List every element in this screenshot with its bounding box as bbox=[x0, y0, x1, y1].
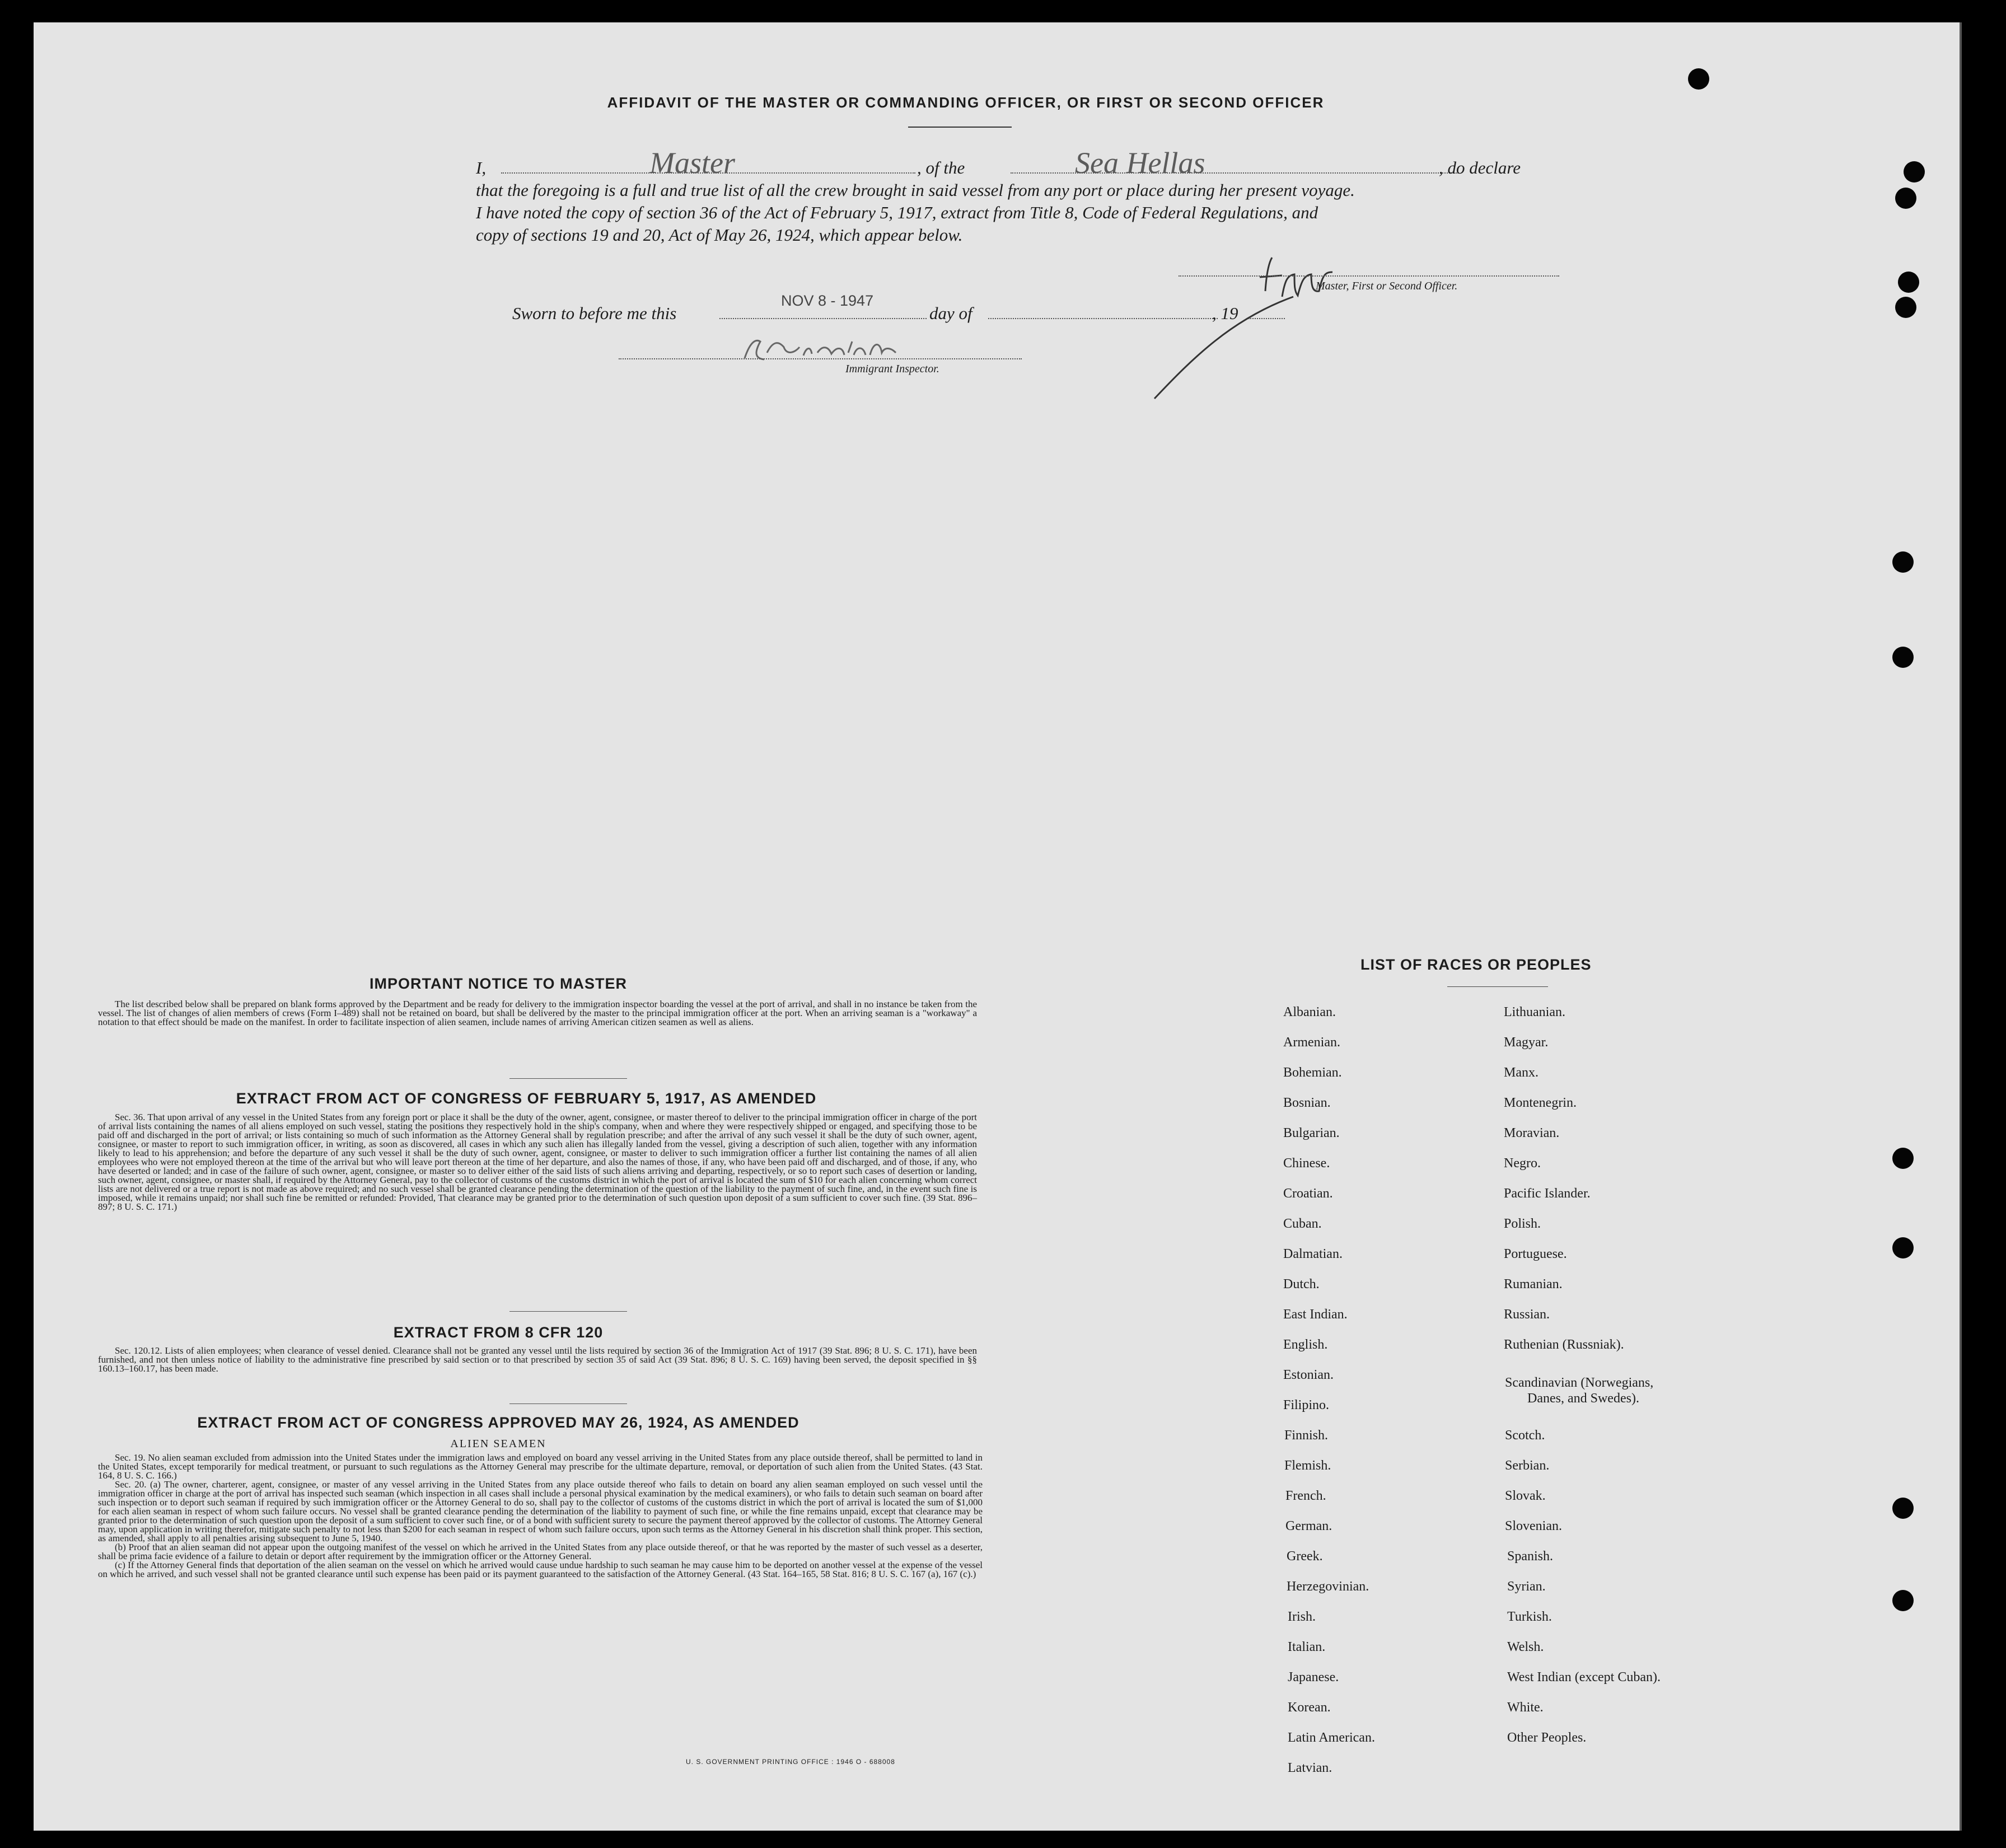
master-handwritten: Master bbox=[649, 146, 735, 180]
signature-line bbox=[1179, 275, 1559, 277]
extract-1924-sec20a: Sec. 20. (a) The owner, charterer, agent, consignee, or master of any vessel arriving in the United States from any place outside thereof who fails to detain on board any alien seaman employed on such vessel until the immigration officer in charge at the port of arrival has inspected such seaman (which inspection in all cases shall include a personal physical examination by the medical examiners), or who fails to detain such seaman on board after such inspection or to deport such seaman if required by such immigration officer or the Attorney General to do so, shall pay to the collector of customs of the customs district in which the port of arrival is located the sum of $1,000 for each alien seaman in respect of whom such failure occurs. No vessel shall be granted clearance pending the determination of the liability to payment of such fine, or while the fine remains unpaid, except that clearance may be granted prior to the determination of such question upon the deposit of a sum sufficient to cover such fine, or of a bond with sufficient surety to secure the payment thereof approved by the collector of customs. The Attorney General may, upon application in writing therefor, mitigate such penalty to not less than $200 for each seaman in respect of whom such failure occurs, upon such terms as the Attorney General in his discretion shall think proper. This section, as amended, shall apply to all penalties arising subsequent to June 5, 1940. bbox=[98, 1479, 983, 1543]
race-item: Polish. bbox=[1504, 1217, 1541, 1231]
race-item: Italian. bbox=[1288, 1640, 1326, 1654]
declaration-line3: I have noted the copy of section 36 of the Act of February 5, 1917, extract from Title 8, Code of Federal Regulations, and bbox=[476, 203, 1318, 222]
notice-body bbox=[98, 1000, 977, 1027]
race-item: Scandinavian (Norwegians, bbox=[1505, 1376, 1654, 1390]
race-item: Estonian. bbox=[1283, 1368, 1334, 1382]
punch-hole bbox=[1895, 188, 1916, 209]
race-item: Irish. bbox=[1288, 1610, 1316, 1624]
declaration-line4: copy of sections 19 and 20, Act of May 26, 1924, which appear below. bbox=[476, 225, 963, 245]
punch-hole bbox=[1892, 647, 1914, 668]
vessel-handwritten: Sea Hellas bbox=[1075, 146, 1205, 180]
of-the-label: , of the bbox=[917, 158, 965, 177]
divider bbox=[509, 1078, 627, 1079]
sworn-label: Sworn to before me this bbox=[512, 303, 677, 323]
race-item: Welsh. bbox=[1507, 1640, 1544, 1654]
race-item: Other Peoples. bbox=[1507, 1730, 1587, 1745]
race-item: Magyar. bbox=[1504, 1035, 1549, 1050]
divider bbox=[509, 1311, 627, 1312]
race-item: Moravian. bbox=[1504, 1126, 1560, 1140]
title-rule bbox=[908, 127, 1012, 128]
race-item: East Indian. bbox=[1283, 1307, 1348, 1322]
race-item: Latvian. bbox=[1288, 1761, 1332, 1775]
race-item: Syrian. bbox=[1507, 1579, 1546, 1594]
extract-cfr-title: EXTRACT FROM 8 CFR 120 bbox=[393, 1324, 604, 1341]
day-of-label: day of bbox=[929, 303, 972, 323]
race-item: Korean. bbox=[1288, 1700, 1331, 1715]
divider bbox=[509, 1403, 627, 1404]
race-item: West Indian (except Cuban). bbox=[1507, 1670, 1661, 1685]
race-item: Dutch. bbox=[1283, 1277, 1320, 1292]
inspector-label: Immigrant Inspector. bbox=[845, 363, 939, 375]
extract-cfr-text: Sec. 120.12. Lists of alien employees; when clearance of vessel denied. Clearance shall not be granted any vessel until the lists required by section 36 of the Immigration Act of 1917 (39 Stat. 896; 8 U. S. C. 171), have been furnished, and not then unless notice of liability to the administrative fine prescribed by said section or to that prescribed by section 35 of said Act (39 Stat. 896; 8 U. S. C. 169) having been served, the deposit specified in §§ 160.13–160.17, has been made. bbox=[98, 1345, 977, 1374]
race-item: Armenian. bbox=[1283, 1035, 1340, 1050]
month-line bbox=[988, 318, 1218, 319]
punch-hole bbox=[1892, 1498, 1914, 1519]
date-stamp: NOV 8 - 1947 bbox=[781, 292, 874, 309]
affidavit-title: AFFIDAVIT OF THE MASTER OR COMMANDING OFFICER, OR FIRST OR SECOND OFFICER bbox=[607, 94, 1325, 111]
race-item: Rumanian. bbox=[1504, 1277, 1563, 1292]
race-item: Ruthenian (Russniak). bbox=[1504, 1337, 1624, 1352]
races-title: LIST OF RACES OR PEOPLES bbox=[1360, 956, 1592, 973]
notice-text: The list described below shall be prepared on blank forms approved by the Department and be ready for delivery to the immigration inspector boarding the vessel at the port of arrival, and shall in no instance be taken from the vessel. The list of changes of alien members of crews (Form I–489) shall not be retained on board, but shall be delivered by the master to the principal immigration officer at the port. When an arriving seaman is a "workaway" a notation to that effect should be made on the manifest. In order to facilitate inspection of alien seamen, include names of arriving American citizen seamen as well as aliens. bbox=[98, 999, 977, 1027]
punch-hole bbox=[1898, 272, 1919, 293]
race-item: Slovenian. bbox=[1505, 1519, 1562, 1533]
race-item: Dalmatian. bbox=[1283, 1247, 1343, 1261]
race-item: Latin American. bbox=[1288, 1730, 1375, 1745]
race-item: Bohemian. bbox=[1283, 1065, 1342, 1080]
race-item: English. bbox=[1283, 1337, 1328, 1352]
extract-1924-sec20b: (b) Proof that an alien seaman did not appear upon the outgoing manifest of the vessel on which he arrived in the United States from any place outside thereof, or that he was reported by the master of such vessel as a deserter, shall be prima facie evidence of a failure to detain or deport after requirement by the immigration officer or the Attorney General. bbox=[98, 1542, 983, 1561]
punch-hole bbox=[1892, 551, 1914, 573]
extract-1917-title: EXTRACT FROM ACT OF CONGRESS OF FEBRUARY 5, 1917, AS AMENDED bbox=[236, 1090, 817, 1107]
punch-hole bbox=[1892, 1590, 1914, 1611]
race-item: Negro. bbox=[1504, 1156, 1541, 1171]
race-item: Chinese. bbox=[1283, 1156, 1330, 1171]
race-item: Russian. bbox=[1504, 1307, 1550, 1322]
race-item: Flemish. bbox=[1284, 1458, 1331, 1473]
race-item: Pacific Islander. bbox=[1504, 1186, 1591, 1201]
race-item: Danes, and Swedes). bbox=[1527, 1391, 1639, 1406]
do-declare-label: , do declare bbox=[1439, 158, 1521, 177]
extract-1924-sec19: Sec. 19. No alien seaman excluded from admission into the United States under the immigration laws and employed on board any vessel arriving in the United States from any place outside thereof, shall be permitted to land in the United States, except temporarily for medical treatment, or pursuant to such regulations as the Attorney General may prescribe for the ultimate departure, removal, or deportation of such alien from the United States. (43 Stat. 164, 8 U. S. C. 166.) bbox=[98, 1452, 983, 1481]
race-item: Finnish. bbox=[1284, 1428, 1329, 1443]
race-item: Turkish. bbox=[1507, 1610, 1552, 1624]
sworn-day-line bbox=[719, 318, 927, 319]
punch-hole bbox=[1892, 1237, 1914, 1258]
race-item: Montenegrin. bbox=[1504, 1096, 1577, 1110]
race-item: Manx. bbox=[1504, 1065, 1539, 1080]
inspector-line bbox=[619, 358, 1022, 359]
race-item: Herzegovinian. bbox=[1287, 1579, 1369, 1594]
race-item: Serbian. bbox=[1505, 1458, 1550, 1473]
notice-title: IMPORTANT NOTICE TO MASTER bbox=[370, 975, 627, 992]
signature-label: Master, First or Second Officer. bbox=[1316, 280, 1458, 292]
master-signature bbox=[1148, 235, 1411, 403]
race-item: French. bbox=[1285, 1489, 1326, 1503]
race-item: Bosnian. bbox=[1283, 1096, 1331, 1110]
extract-1924-title: EXTRACT FROM ACT OF CONGRESS APPROVED MAY 26, 1924, AS AMENDED bbox=[197, 1414, 799, 1431]
extract-cfr-body bbox=[98, 1346, 977, 1373]
year-line bbox=[1249, 318, 1285, 319]
punch-hole bbox=[1895, 297, 1916, 318]
race-item: Portuguese. bbox=[1504, 1247, 1567, 1261]
declaration-line2: that the foregoing is a full and true list of all the crew brought in said vessel from any port or place during her present voyage. bbox=[476, 180, 1355, 200]
race-item: Cuban. bbox=[1283, 1217, 1322, 1231]
race-item: Slovak. bbox=[1505, 1489, 1546, 1503]
document-page bbox=[34, 22, 1962, 1831]
race-item: Spanish. bbox=[1507, 1549, 1554, 1564]
race-item: Scotch. bbox=[1505, 1428, 1545, 1443]
year-prefix: , 19 bbox=[1212, 303, 1238, 323]
extract-1924-subtitle: ALIEN SEAMEN bbox=[450, 1438, 546, 1450]
race-item: Bulgarian. bbox=[1283, 1126, 1340, 1140]
punch-hole bbox=[1892, 1148, 1914, 1169]
race-item: Filipino. bbox=[1283, 1398, 1330, 1412]
race-item: Japanese. bbox=[1288, 1670, 1339, 1685]
race-item: German. bbox=[1285, 1519, 1332, 1533]
extract-1924-sec20c: (c) If the Attorney General finds that deportation of the alien seaman on the vessel on which he arrived would cause undue hardship to such seaman he may cause him to be deported on another vessel at the expense of the vessel on which he arrived, and such vessel shall not be granted clearance until such expense has been paid or its payment guaranteed to the satisfaction of the Attorney General. (43 Stat. 164–165, 58 Stat. 816; 8 U. S. C. 167 (a), 167 (c).) bbox=[98, 1560, 983, 1579]
printer-imprint: U. S. GOVERNMENT PRINTING OFFICE : 1946 O - 688008 bbox=[686, 1758, 895, 1766]
punch-hole bbox=[1688, 68, 1709, 90]
extract-1924-body bbox=[98, 1453, 983, 1579]
race-item: Greek. bbox=[1287, 1549, 1323, 1564]
punch-hole bbox=[1904, 161, 1925, 183]
race-item: Albanian. bbox=[1283, 1005, 1336, 1019]
extract-1917-body bbox=[98, 1113, 977, 1211]
race-item: Croatian. bbox=[1283, 1186, 1333, 1201]
extract-1917-text: Sec. 36. That upon arrival of any vessel in the United States from any foreign port or place it shall be the duty of the owner, agent, consignee, or master thereof to deliver to the principal immigration officer in charge of the port of arrival lists containing the names of all aliens employed on such vessel, stating the positions they respectively hold in the ship's company, when and where they were respectively shipped or engaged, and specifying those to be paid off and discharged in the port of arrival; or lists containing so much of such information as the Attorney General shall by regulation prescribe; and after the arrival of any such vessel it shall be the duty of such owner, agent, consignee, or master to report to such immigration officer, in writing, as soon as discovered, all cases in which any such alien has illegally landed from the vessel, giving a description of such alien, together with any information likely to lead to his apprehension; and before the departure of any such vessel it shall be the duty of such owner, agent, consignee, or master to deliver to such immigration officer a further list containing the names of all alien employees who were not employed thereon at the time of the arrival but who will leave port thereon at the time of her departure, and also the names of those, if any, who have been paid off and discharged, and of those, if any, who have deserted or landed; and in case of the failure of such owner, agent, consignee, or master so to deliver either of the said lists of such aliens arriving and departing, respectively, or so to report such cases of desertion or landing, such owner, agent, consignee, or master shall, if required by the Attorney General, pay to the collector of customs of the customs district in which the port of arrival is located the sum of $10 for each alien concerning whom correct lists are not delivered or a true report is not made as above required; and no such vessel shall be granted clearance pending the determination of the question of the liability to the payment of such fine, and, in the event such fine is imposed, while it remains unpaid; nor shall such fine be remitted or refunded: Provided, That clearance may be granted prior to the determination of such question upon deposit of a sum sufficient to cover such fine. (39 Stat. 896–897; 8 U. S. C. 171.) bbox=[98, 1112, 977, 1212]
races-rule bbox=[1447, 986, 1548, 987]
race-item: Lithuanian. bbox=[1504, 1005, 1565, 1019]
race-item: White. bbox=[1507, 1700, 1544, 1715]
declaration-line1-prefix: I, bbox=[476, 158, 487, 177]
